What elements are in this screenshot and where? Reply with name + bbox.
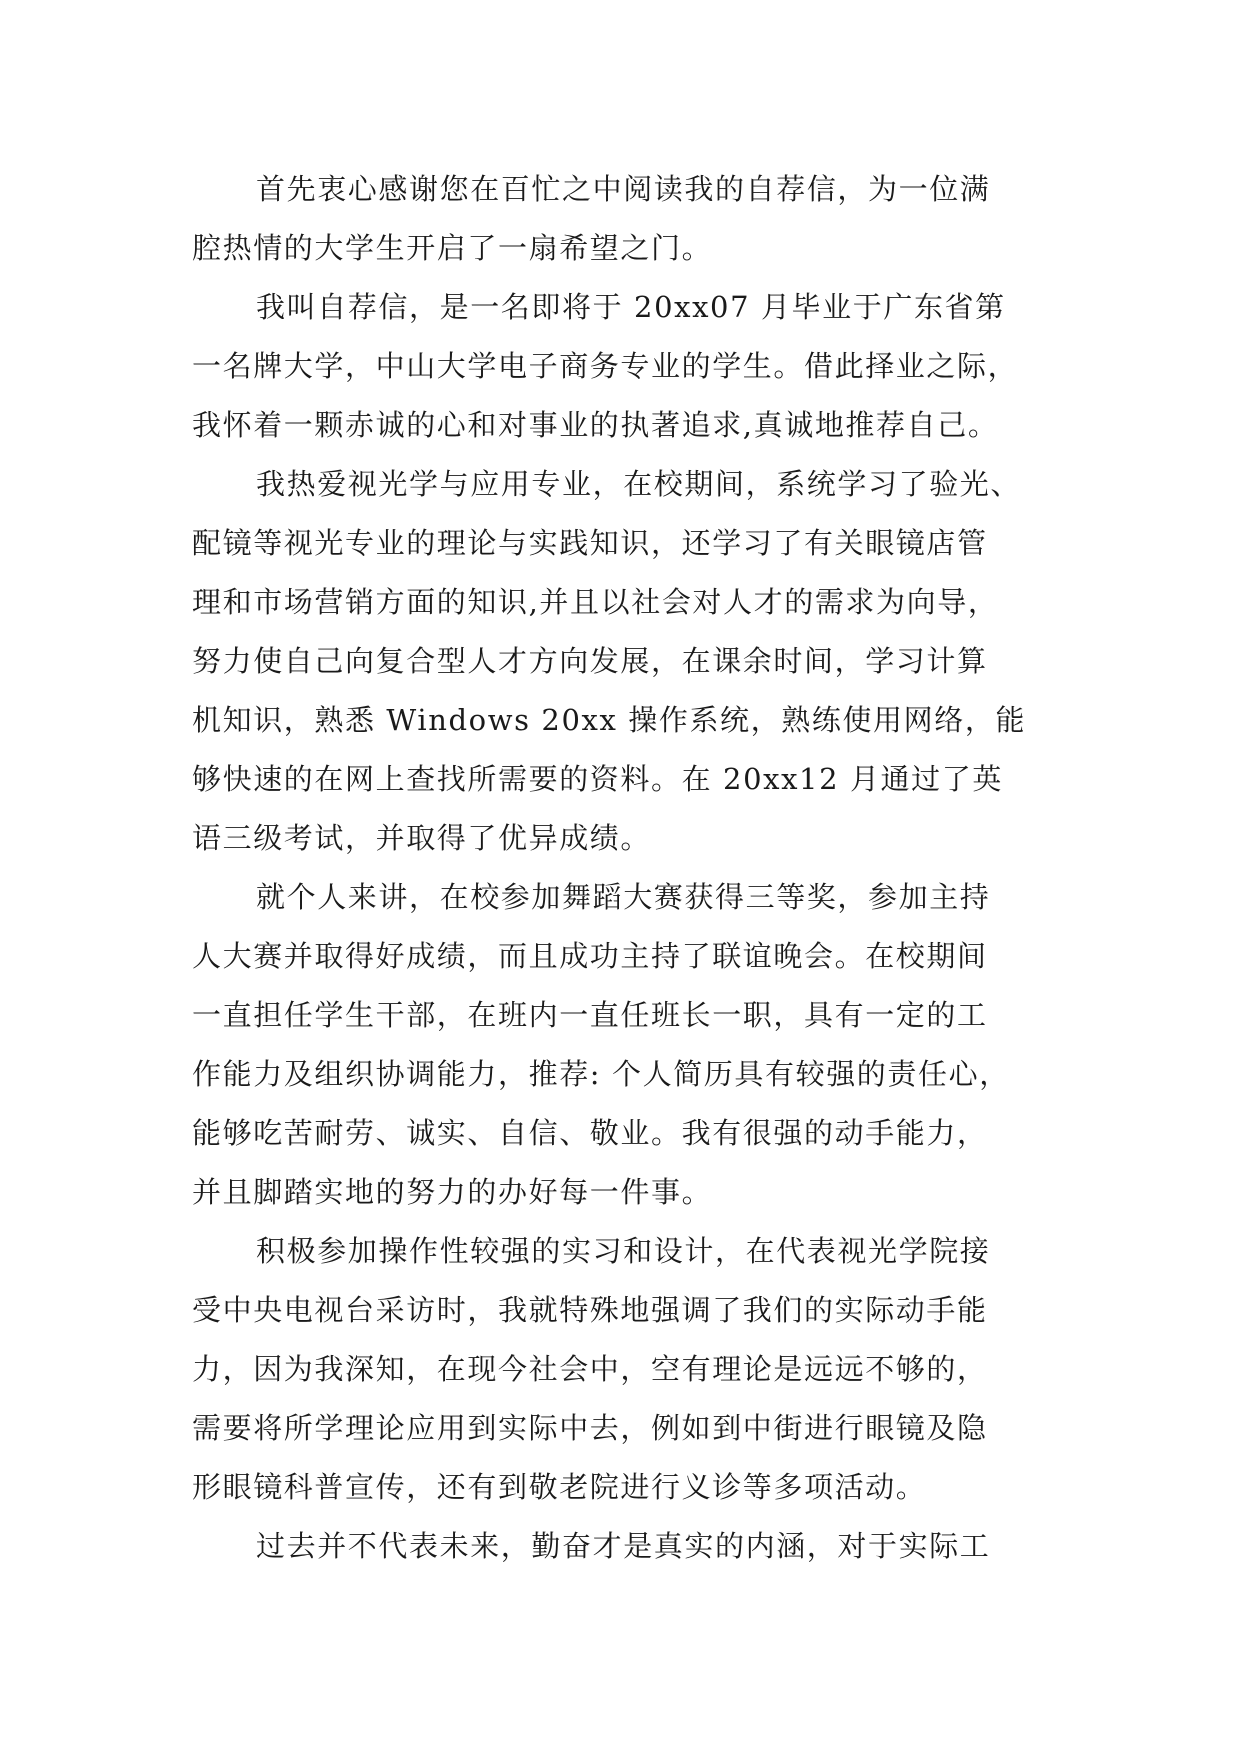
text-line: 一直担任学生干部，在班内一直任班长一职，具有一定的工 xyxy=(192,998,988,1032)
text-line: 配镜等视光专业的理论与实践知识，还学习了有关眼镜店管 xyxy=(192,526,988,560)
text-line: 一名牌大学，中山大学电子商务专业的学生。借此择业之际， xyxy=(192,349,1019,383)
text-line: 我怀着一颗赤诚的心和对事业的执著追求,真诚地推荐自己。 xyxy=(192,408,999,442)
text-line: 积极参加操作性较强的实习和设计，在代表视光学院接 xyxy=(256,1234,991,1268)
letter-body xyxy=(192,160,1052,1576)
text-line: 能够吃苦耐劳、诚实、自信、敬业。我有很强的动手能力， xyxy=(192,1116,988,1150)
text-line: 够快速的在网上查找所需要的资料。在 20xx12 月通过了英 xyxy=(192,762,1003,796)
paragraph-6 xyxy=(192,1517,1052,1576)
paragraph-5 xyxy=(192,1222,1052,1517)
text-line: 我热爱视光学与应用专业，在校期间，系统学习了验光、 xyxy=(256,467,1022,501)
paragraph-1 xyxy=(192,160,1052,278)
text-line: 就个人来讲，在校参加舞蹈大赛获得三等奖，参加主持 xyxy=(256,880,991,914)
text-line: 我叫自荐信，是一名即将于 20xx07 月毕业于广东省第 xyxy=(256,290,1006,324)
text-line: 机知识，熟悉 Windows 20xx 操作系统，熟练使用网络，能 xyxy=(192,703,1027,737)
text-line: 需要将所学理论应用到实际中去，例如到中街进行眼镜及隐 xyxy=(192,1411,988,1445)
paragraph-3 xyxy=(192,455,1052,868)
text-line: 力，因为我深知，在现今社会中，空有理论是远远不够的， xyxy=(192,1352,988,1386)
text-line: 腔热情的大学生开启了一扇希望之门。 xyxy=(192,231,713,265)
text-line: 语三级考试，并取得了优异成绩。 xyxy=(192,821,652,855)
text-line: 首先衷心感谢您在百忙之中阅读我的自荐信，为一位满 xyxy=(256,172,991,206)
text-line: 努力使自己向复合型人才方向发展，在课余时间，学习计算 xyxy=(192,644,988,678)
text-line: 作能力及组织协调能力，推荐: 个人简历具有较强的责任心， xyxy=(192,1057,1010,1091)
paragraph-4 xyxy=(192,868,1052,1222)
text-line: 形眼镜科普宣传，还有到敬老院进行义诊等多项活动。 xyxy=(192,1470,927,1504)
text-line: 受中央电视台采访时，我就特殊地强调了我们的实际动手能 xyxy=(192,1293,988,1327)
text-line: 人大赛并取得好成绩，而且成功主持了联谊晚会。在校期间 xyxy=(192,939,988,973)
text-line: 并且脚踏实地的努力的办好每一件事。 xyxy=(192,1175,713,1209)
paragraph-2 xyxy=(192,278,1052,455)
text-line: 理和市场营销方面的知识,并且以社会对人才的需求为向导， xyxy=(192,585,999,619)
text-line: 过去并不代表未来，勤奋才是真实的内涵，对于实际工 xyxy=(256,1529,991,1563)
